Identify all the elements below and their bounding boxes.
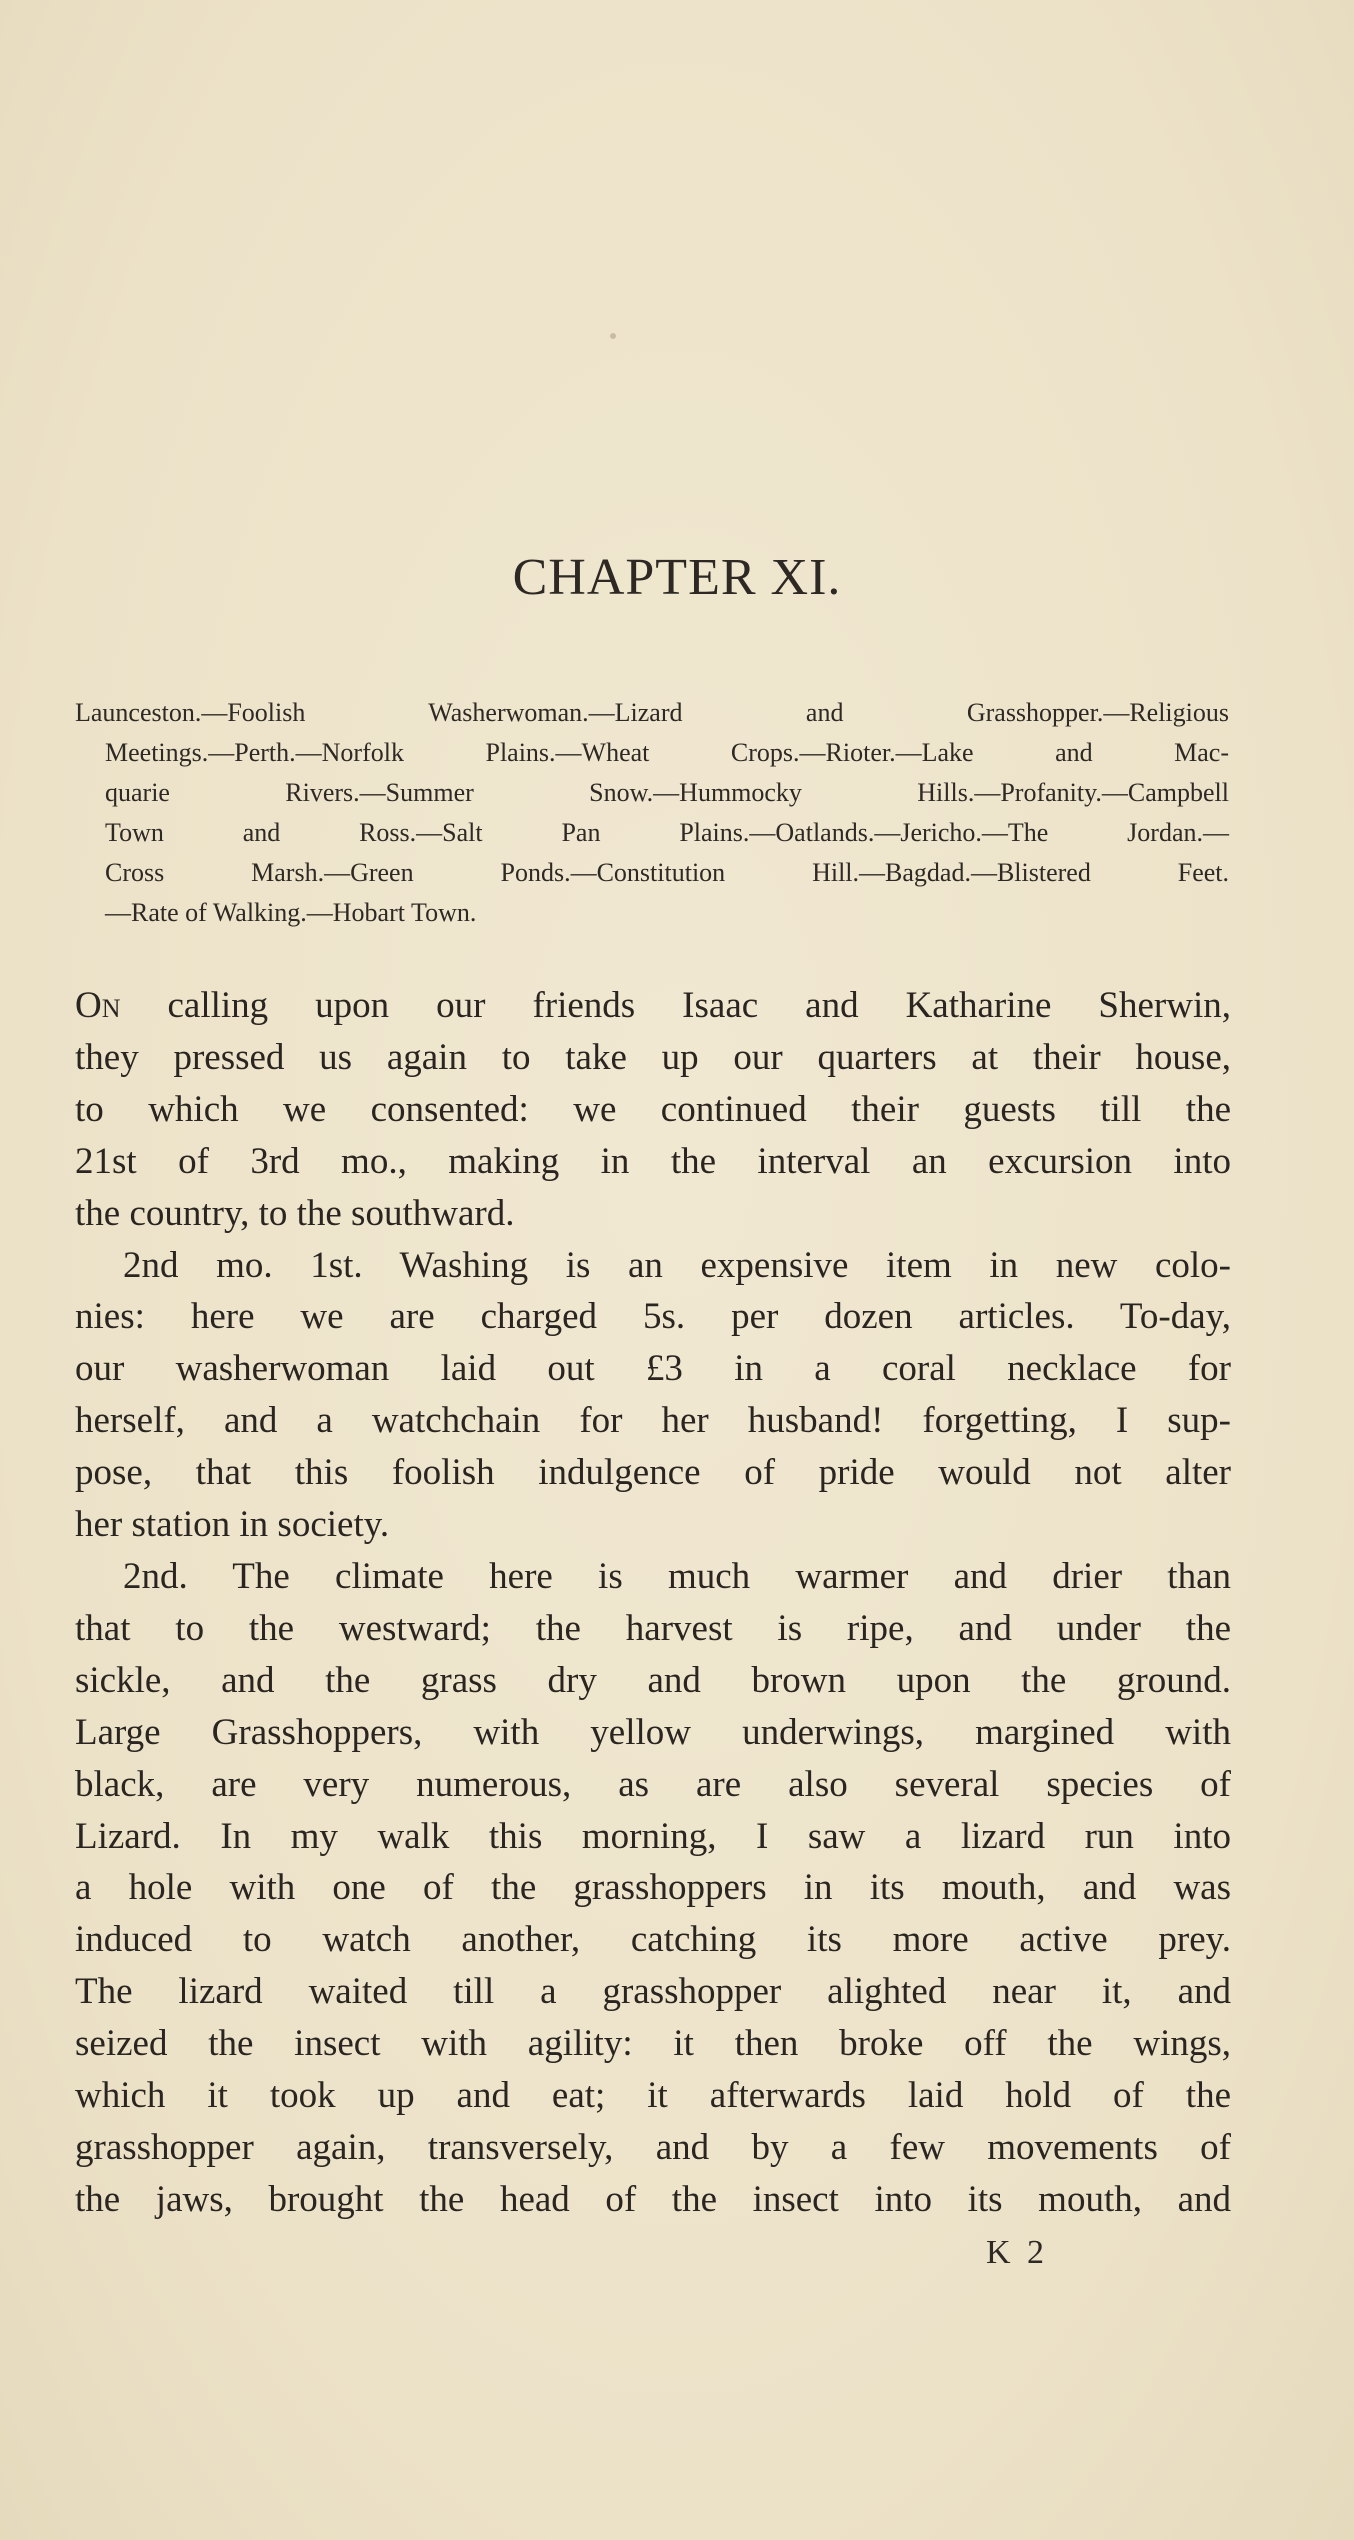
synopsis-line: Town and Ross.—Salt Pan Plains.—Oatlands.—Jericho.—The Jordan.—: [105, 818, 1229, 847]
body-line: sickle, and the grass dry and brown upon the ground.: [75, 1659, 1231, 1701]
body-line: the country, to the southward.: [75, 1192, 515, 1234]
drop-word: On: [75, 985, 121, 1026]
synopsis-line: —Rate of Walking.—Hobart Town.: [105, 898, 477, 927]
body-line: nies: here we are charged 5s. per dozen articles. To-day,: [75, 1296, 1231, 1338]
body-line: induced to watch another, catching its more active prey.: [75, 1919, 1231, 1961]
paper-speck: [610, 333, 616, 339]
body-line: to which we consented: we continued their guests till the: [75, 1088, 1231, 1130]
synopsis-line: Launceston.—Foolish Washerwoman.—Lizard and Grasshopper.—Religious: [75, 698, 1229, 727]
body-line: 2nd. The climate here is much warmer and drier than: [123, 1555, 1231, 1597]
synopsis-line: Cross Marsh.—Green Ponds.—Constitution Hill.—Bagdad.—Blistered Feet.: [105, 858, 1229, 887]
chapter-synopsis: [75, 693, 1229, 933]
body-line: our washerwoman laid out £3 in a coral necklace for: [75, 1348, 1231, 1390]
body-line: herself, and a watchchain for her husband! forgetting, I sup-: [75, 1400, 1231, 1442]
chapter-title: CHAPTER XI.: [512, 549, 842, 606]
body-line: that to the westward; the harvest is ripe, and under the: [75, 1607, 1231, 1649]
body-line: the jaws, brought the head of the insect into its mouth, and: [75, 2178, 1231, 2220]
body-line: her station in society.: [75, 1504, 390, 1546]
body-line: [75, 980, 1231, 1032]
body-line: The lizard waited till a grasshopper alighted near it, and: [75, 1971, 1231, 2013]
synopsis-line: quarie Rivers.—Summer Snow.—Hummocky Hills.—Profanity.—Campbell: [105, 778, 1229, 807]
body-line: which it took up and eat; it afterwards laid hold of the: [75, 2075, 1231, 2117]
body-line: pose, that this foolish indulgence of pride would not alter: [75, 1452, 1231, 1494]
body-line: grasshopper again, transversely, and by a few movements of: [75, 2126, 1231, 2168]
synopsis-line: Meetings.—Perth.—Norfolk Plains.—Wheat Crops.—Rioter.—Lake and Mac-: [105, 738, 1229, 767]
body-text: [75, 980, 1231, 2226]
body-line: seized the insect with agility: it then broke off the wings,: [75, 2023, 1231, 2065]
body-line: 21st of 3rd mo., making in the interval an excursion into: [75, 1140, 1231, 1182]
body-line: they pressed us again to take up our quarters at their house,: [75, 1036, 1231, 1078]
body-line: black, are very numerous, as are also several species of: [75, 1763, 1231, 1805]
body-line: Lizard. In my walk this morning, I saw a lizard run into: [75, 1815, 1231, 1857]
body-line: 2nd mo. 1st. Washing is an expensive item in new colo-: [123, 1244, 1231, 1286]
body-line-rest: calling upon our friends Isaac and Katharine Sherwin,: [120, 985, 1231, 1026]
body-line: Large Grasshoppers, with yellow underwings, margined with: [75, 1711, 1231, 1753]
body-line: a hole with one of the grasshoppers in its mouth, and was: [75, 1867, 1231, 1909]
signature-mark: K 2: [986, 2234, 1049, 2271]
